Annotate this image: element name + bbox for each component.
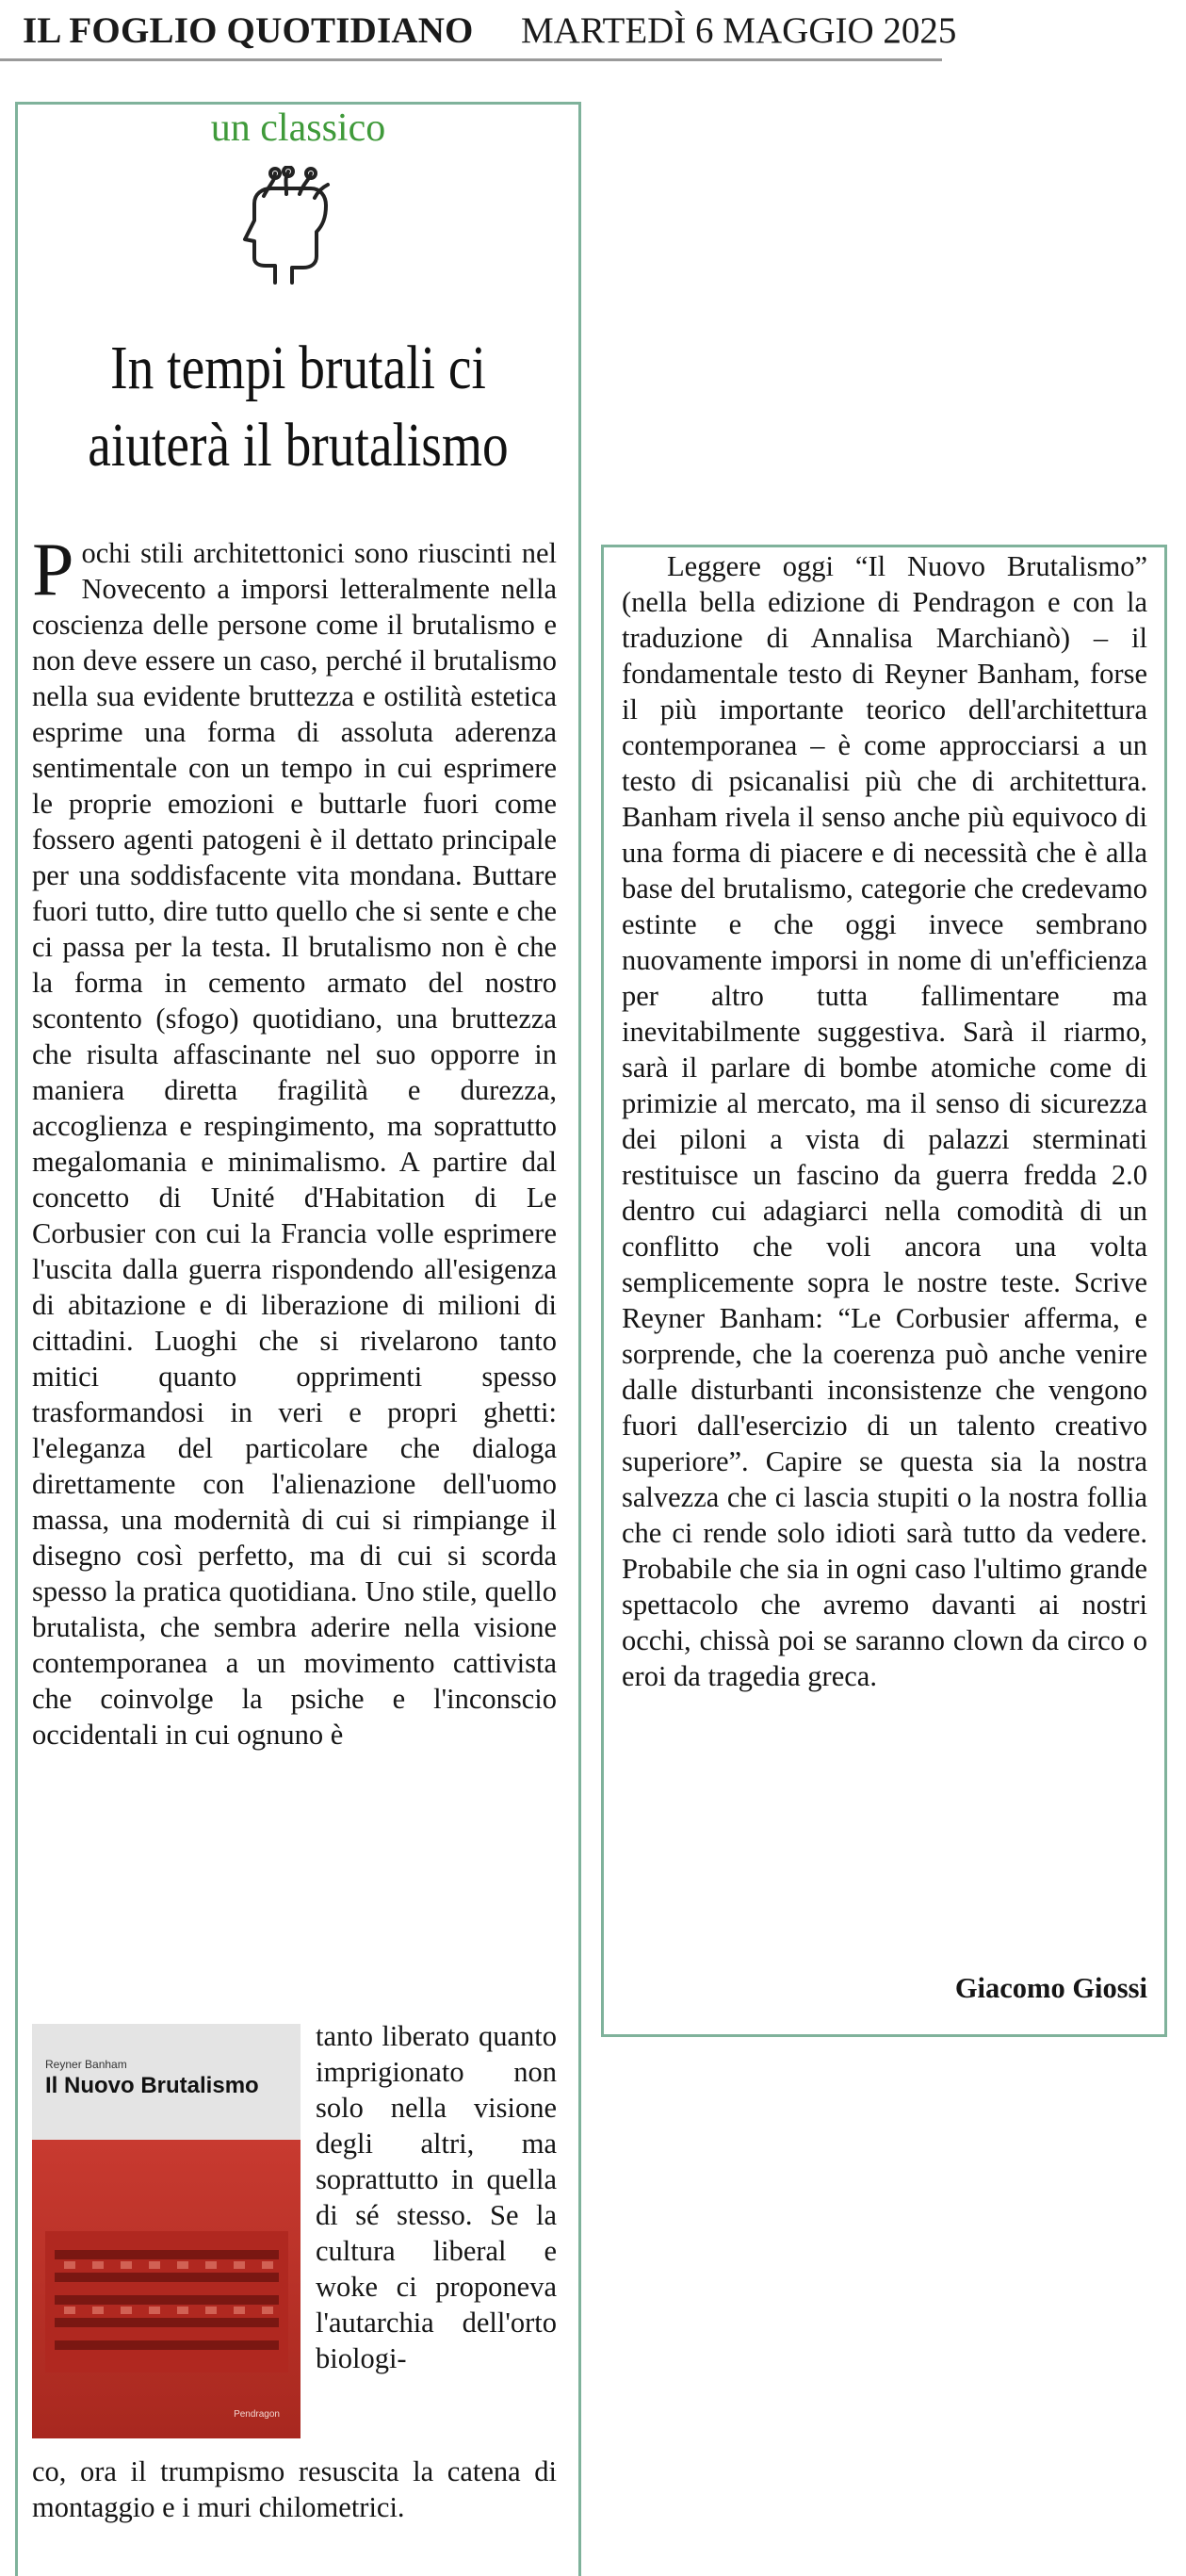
dropcap: P xyxy=(32,529,74,611)
book-cover-image xyxy=(32,2024,301,2438)
article-body-right xyxy=(622,548,1147,1694)
body-text-right: Leggere oggi “Il Nuovo Brutalismo” (nella bella edizione di Pendragon e con la traduzione di Annalisa Marchianò) – il fondamentale testo di Reyner Banham, forse il più importante teorico dell'architettura contemporanea – è come approcciarsi a un testo di psicanalisi più che di architettura. Banham rivela il senso anche più equivoco di una forma di piacere e di necessità che è alla base del brutalismo, categorie che credevamo estinte e che oggi invece sembrano nuovamente imporsi in nome di un'efficienza per altro tutta fallimentare ma inevitabilmente suggestiva. Sarà il riarmo, sarà il parlare di bombe atomiche come di primizie al mercato, ma il senso di sicurezza dei piloni a vista di palazzi sterminati restituisce un fascino da guerra fredda 2.0 dentro cui adagiarci nella comodità di un conflitto che voli ancora una volta semplicemente sopra le nostre teste. Scrive Reyner Banham: “Le Corbusier afferma, e sorprende, che la coerenza può anche venire dalle disturbanti inconsistenze che vengono fuori dall'esercizio di un talento creativo superiore”. Capire se questa sia la nostra salvezza che ci lascia stupiti o la nostra follia che ci rende solo idioti sarà tutto da vedere. Probabile che sia in ogni caso l'ultimo grande spettacolo che avremo davanti ai nostri occhi, chissà poi se saranno clown da circo o eroi da tragedia greca. xyxy=(622,550,1147,1692)
thinking-head-icon xyxy=(237,166,335,290)
book-cover-author: Reyner Banham xyxy=(45,2058,127,2071)
headline-line-1: In tempi brutali ci xyxy=(110,334,486,402)
body-text-left: ochi stili architettonici sono riuscinti nel Novecento a imporsi letteralmente nella coscienza delle persone come il brutalismo e non deve essere un caso, perché il brutalismo nella sua evidente bruttezza e ostilità estetica esprime una forma di assoluta aderenza sentimentale con un tempo in cui esprimere le proprie emozioni e buttarle fuori come fossero agenti patogeni è il dettato principale per una soddisfacente vita mondana. Buttare fuori tutto, dire tutto quello che si sente e che ci passa per la testa. Il brutalismo non è che la forma in cemento armato del nostro scontento (sfogo) quotidiano, una bruttezza che risulta affascinante nel suo opporre in maniera diretta fragilità e durezza, accoglienza e respingimento, ma soprattutto megalomania e minimalismo. A partire dal concetto di Unité d'Habitation di Le Corbusier con cui la Francia volle esprimere l'uscita dalla guerra rispondendo all'esigenza di abitazione e di liberazione di milioni di cittadini. Luoghi che si rivelarono tanto mitici quanto opprimenti spesso trasformandosi in veri e propri ghetti: l'eleganza del particolare che dialoga direttamente con l'alienazione dell'uomo massa, una modernità di cui si rimpiange il disegno così perfetto, ma di cui si scorda spesso la pratica quotidiana. Uno stile, quello brutalista, che sembra aderire nella visione contemporanea a un movimento cattivista che coinvolge la psiche e l'inconscio occidentali in cui ognuno è xyxy=(32,537,557,1751)
brutalist-building-illustration xyxy=(45,2212,288,2372)
article-headline xyxy=(60,330,536,484)
issue-date: MARTEDÌ 6 MAGGIO 2025 xyxy=(521,10,957,51)
article-body-left-tail: co, ora il trumpismo resuscita la catena di montaggio e i muri chilometrici. xyxy=(32,2455,557,2523)
newspaper-name: IL FOGLIO QUOTIDIANO xyxy=(23,10,474,51)
headline-line-2: aiuterà il brutalismo xyxy=(88,411,509,480)
author-signature: Giacomo Giossi xyxy=(954,1972,1147,2004)
section-kicker: un classico xyxy=(210,106,386,150)
book-cover-title: Il Nuovo Brutalismo xyxy=(45,2073,259,2098)
masthead xyxy=(0,0,957,61)
book-cover-publisher: Pendragon xyxy=(234,2409,280,2420)
article-body-left-narrow: tanto liberato quanto imprigionato non solo nella visione degli altri, ma soprattutto in quella di sé stesso. Se la cultura liberal e woke ci proponeva l'autarchia dell'orto biologi- xyxy=(316,2020,557,2374)
article-body-left xyxy=(32,529,557,1753)
